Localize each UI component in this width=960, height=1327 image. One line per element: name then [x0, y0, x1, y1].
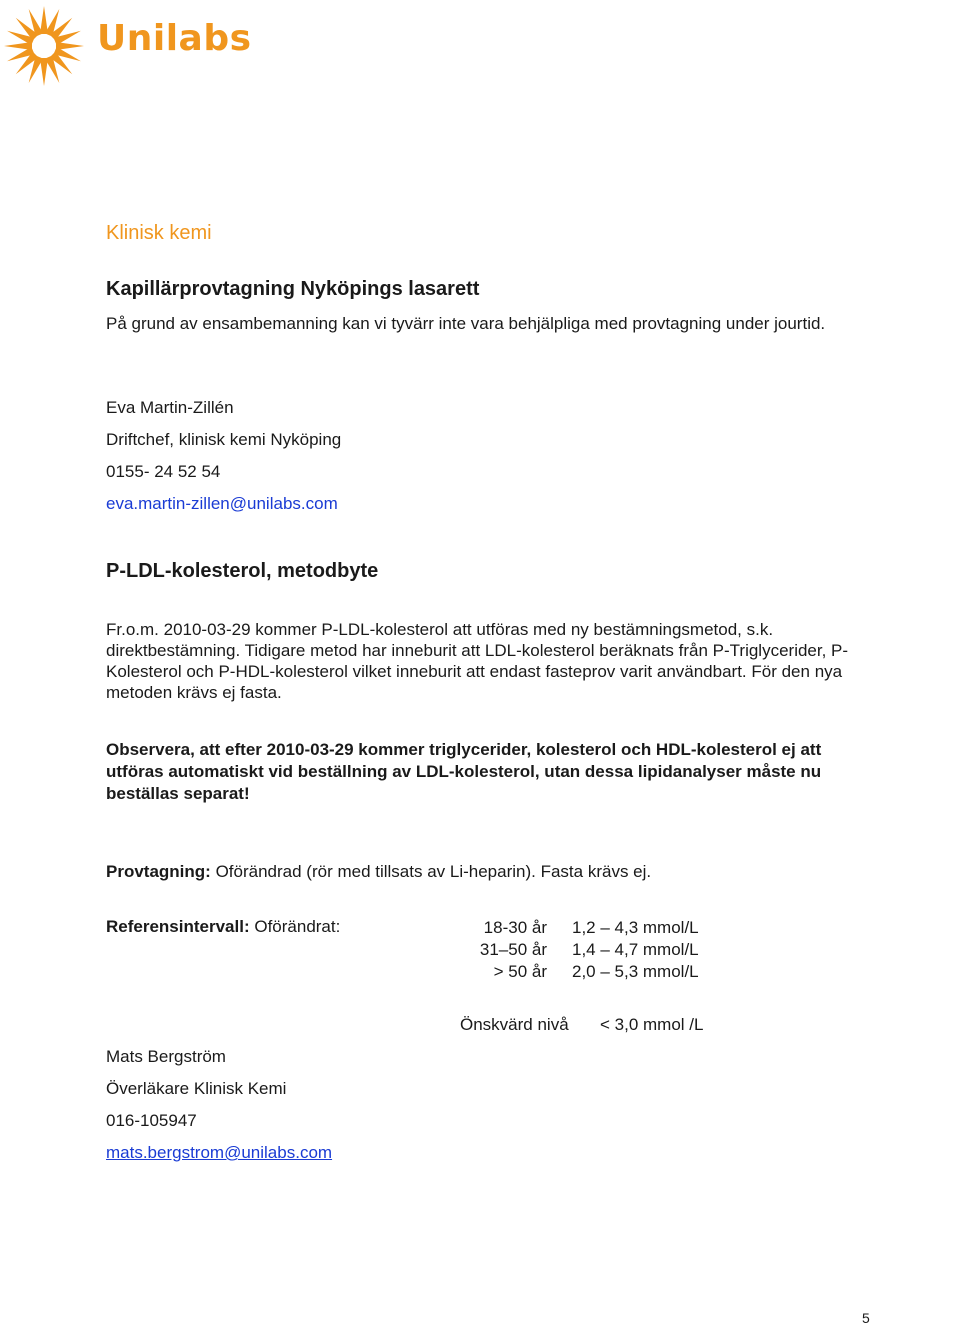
unilabs-logo [2, 4, 252, 88]
contact2-name: Mats Bergström [106, 1047, 226, 1066]
logo-ray [4, 42, 32, 50]
provtagning-label: Provtagning: [106, 862, 211, 881]
logo-wordmark: Unilabs [97, 18, 252, 59]
reference-range: 2,0 – 5,3 mmol/L [572, 962, 699, 981]
reference-age: > 50 år [493, 962, 547, 981]
reference-text: Oförändrat: [249, 917, 341, 936]
contact1-phone: 0155- 24 52 54 [106, 462, 221, 481]
contact2-email-link[interactable]: mats.bergstrom@unilabs.com [106, 1143, 333, 1162]
ldl-observe-note: Observera, att efter 2010-03-29 kommer triglycerider, kolesterol och HDL-kolesterol ej att utföras automatiskt vid beställning av LDL-kolesterol, utan dessa lipidanalyser måste nu beställas separat! [106, 740, 822, 803]
contact2-role: Överläkare Klinisk Kemi [106, 1079, 287, 1098]
ldl-text: Fr.o.m. 2010-03-29 kommer P-LDL-kolesterol att utföras med ny bestämningsmetod, s.k. direktbestämning. Tidigare metod har inneburit att LDL-kolesterol beräknats från P-Triglycerider, P-Kolesterol och P-HDL-kolesterol vilket inneburit att endast fasteprov varit användbart. För den nya metoden krävs ej fasta. [106, 620, 849, 702]
reference-line [106, 917, 340, 937]
provtagning-text: Oförändrad (rör med tillsats av Li-heparin). Fasta krävs ej. [210, 862, 652, 881]
section-title: Klinisk kemi [106, 222, 212, 244]
reference-age: 18-30 år [483, 918, 547, 937]
sunburst-logo-icon [2, 4, 86, 88]
desired-level-value: < 3,0 mmol /L [600, 1015, 704, 1034]
reference-range: 1,2 – 4,3 mmol/L [572, 918, 699, 937]
reference-range: 1,4 – 4,7 mmol/L [572, 940, 699, 959]
logo-ray [40, 58, 48, 86]
reference-row [440, 917, 699, 939]
capillary-heading: Kapillärprovtagning Nyköpings lasarett [106, 278, 480, 300]
ldl-heading: P-LDL-kolesterol, metodbyte [106, 560, 379, 582]
contact1-role: Driftchef, klinisk kemi Nyköping [106, 430, 342, 449]
contact1-name: Eva Martin-Zillén [106, 398, 234, 417]
contact1-email-link[interactable]: eva.martin-zillen@unilabs.com [106, 494, 338, 513]
reference-label: Referensintervall: [106, 917, 250, 936]
desired-level-label: Önskvärd nivå [460, 1015, 569, 1034]
provtagning-line [106, 862, 651, 882]
logo-ray [40, 6, 48, 34]
logo-ray [56, 42, 84, 50]
reference-age: 31–50 år [479, 940, 547, 959]
page-number: 5 [862, 1310, 870, 1326]
contact2-phone: 016-105947 [106, 1111, 197, 1130]
capillary-text: På grund av ensambemanning kan vi tyvärr inte vara behjälpliga med provtagning under jourtid. [106, 314, 826, 333]
reference-row [440, 961, 699, 983]
reference-table [440, 917, 699, 983]
reference-row [440, 939, 699, 961]
